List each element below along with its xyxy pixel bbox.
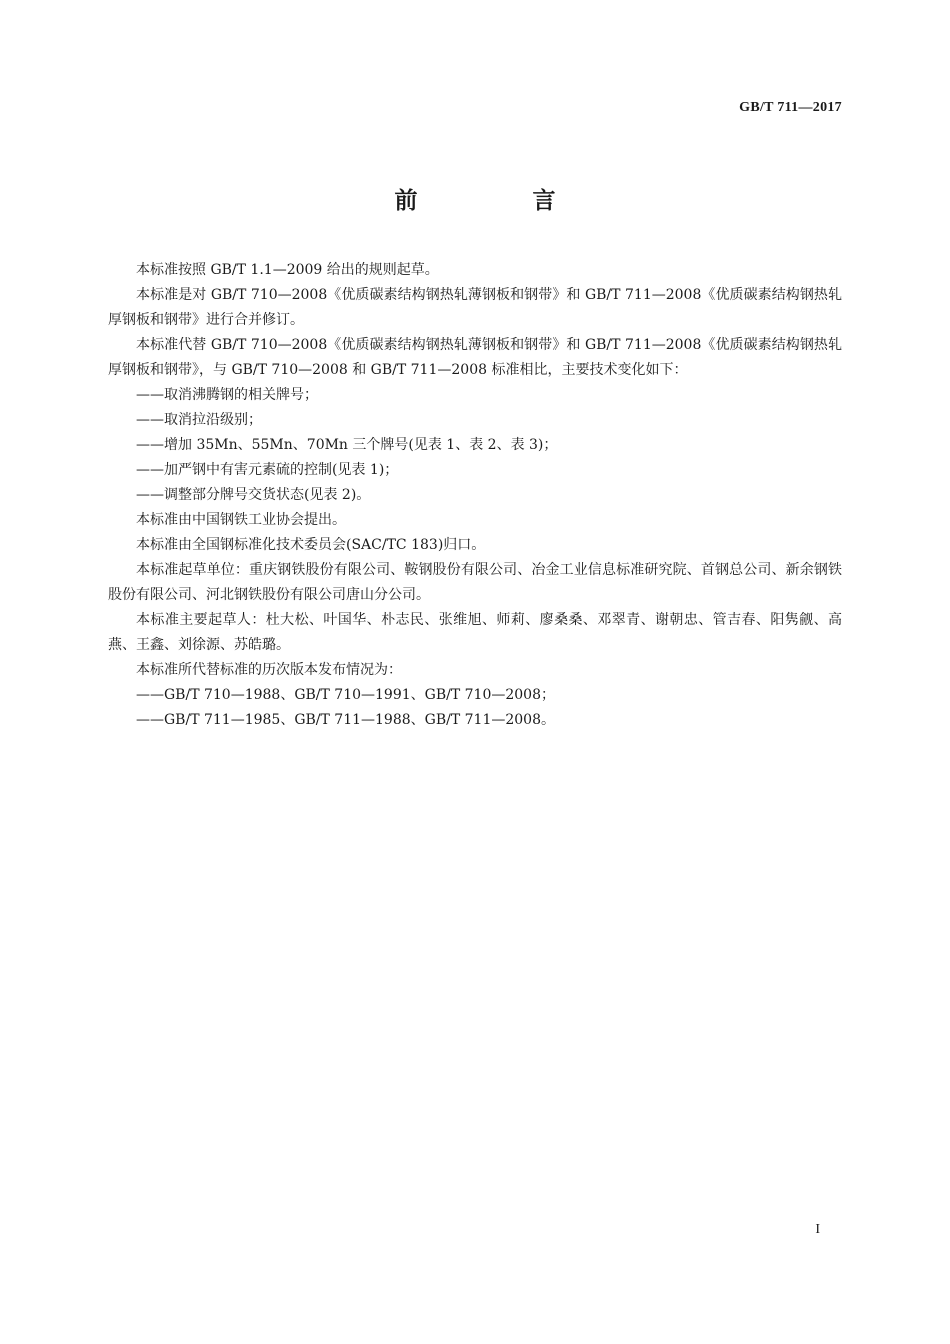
history-item: ——GB/T 711—1985、GB/T 711—1988、GB/T 711—2008。 — [136, 712, 555, 728]
paragraph-committee: 本标准由全国钢标准化技术委员会(SAC/TC 183)归口。 — [136, 537, 486, 553]
foreword-body — [108, 258, 842, 733]
change-item: ——取消沸腾钢的相关牌号； — [136, 387, 318, 403]
paragraph-drafting-rules: 本标准按照 GB/T 1.1—2009 给出的规则起草。 — [136, 262, 439, 278]
page-title: 前 言 — [394, 188, 602, 214]
paragraph-merge-revision: 本标准是对 GB/T 710—2008《优质碳素结构钢热轧薄钢板和钢带》和 GB/T 711—2008《优质碳素结构钢热轧厚钢板和钢带》进行合并修订。 — [108, 287, 842, 328]
paragraph-history-intro: 本标准所代替标准的历次版本发布情况为： — [136, 662, 402, 678]
paragraph-proposer: 本标准由中国钢铁工业协会提出。 — [136, 512, 346, 528]
paragraph-drafters: 本标准主要起草人：杜大松、叶国华、朴志民、张维旭、师莉、廖桑桑、邓翠青、谢朝忠、管吉春、阳隽觎、高燕、王鑫、刘徐源、苏皓璐。 — [108, 612, 842, 653]
paragraph-replaces: 本标准代替 GB/T 710—2008《优质碳素结构钢热轧薄钢板和钢带》和 GB/T 711—2008《优质碳素结构钢热轧厚钢板和钢带》，与 GB/T 710—2008 和 GB/T 711—2008 标准相比，主要技术变化如下： — [108, 337, 842, 378]
history-item: ——GB/T 710—1988、GB/T 710—1991、GB/T 710—2008； — [136, 687, 555, 703]
change-item: ——取消拉沿级别； — [136, 412, 262, 428]
change-item: ——增加 35Mn、55Mn、70Mn 三个牌号(见表 1、表 2、表 3)； — [136, 437, 558, 453]
change-item: ——调整部分牌号交货状态(见表 2)。 — [136, 487, 371, 503]
standard-code: GB/T 711—2017 — [739, 100, 842, 115]
page-number: I — [815, 1222, 820, 1237]
paragraph-drafting-units: 本标准起草单位：重庆钢铁股份有限公司、鞍钢股份有限公司、冶金工业信息标准研究院、首钢总公司、新余钢铁股份有限公司、河北钢铁股份有限公司唐山分公司。 — [108, 562, 842, 603]
change-item: ——加严钢中有害元素硫的控制(见表 1)； — [136, 462, 399, 478]
